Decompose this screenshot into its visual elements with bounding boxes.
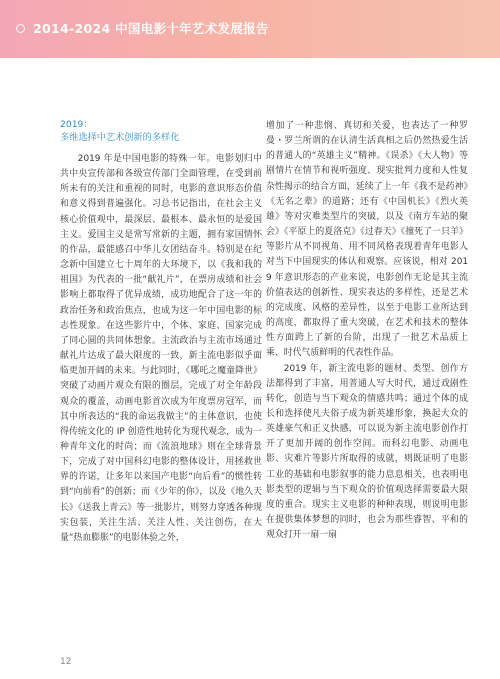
page-header	[0, 0, 500, 58]
body-paragraph: 2019 年，新主流电影的题材、类型、创作方法都得到了丰富，用普通人写大时代，通过戏剧性转化，创造与当下观众的情感共鸣；通过个体的成长和选择使凡夫俗子成为新英雄形象，换起大众的英雄豪气和正义快感，可以说为新主流电影创作打开了更加开阔的创作空间。而科幻电影、动画电影、灾难片等影片所取得的成就，则既证明了电影工业的基础和电影叙事的能力息息相关，也表明电影类型的逻辑与当下观众的价值观选择需要最大限度的重合。现实主义电影的种种表现，则说明电影在提供集体梦想的同时，也会为那些睿智、平和的观众打开一扇一扇	[266, 363, 468, 541]
right-column	[266, 119, 468, 543]
header-bar	[16, 16, 500, 40]
section-year: 2019：	[60, 119, 93, 130]
page-number: 12	[60, 657, 72, 667]
body-paragraph: 增加了一种悲悯、真切和关爱，也表达了一种罗曼・罗兰所谓的在认清生活真相之后仍然热爱生活的普通人的“英雄主义”精神。《误杀》《大人物》等剧情片在情节和视听强度、现实批判力度和人性复杂性揭示的结合方面，延续了上一年《我不是药神》《无名之辈》的道路；还有《中国机长》《烈火英雄》等对灾难类型片的突破，以及《南方车站的聚会》《平原上的夏洛克》《过春天》《撞死了一只羊》等影片从不同视角、用不同风格表现着青年电影人对当下中国现实的体认和观察。应该说，相对 2019 年意识形态的产业来说，电影创作无论是其主流价值表达的创新性、现实表达的多样性，还是艺术的完成度、风格的差异性，以至于电影工业所达到的高度，都取得了重大突破，在艺术和技术的整体性方面跨上了新的台阶，出现了一批艺术品质上乘、时代气质鲜明的代表性作品。	[266, 121, 468, 359]
section-heading	[60, 118, 262, 144]
left-column	[60, 118, 262, 546]
section-title: 多维选择中艺术创新的多样化	[60, 132, 180, 143]
body-paragraph: 2019 年是中国电影的特殊一年。电影划归中共中央宣传部和各级宣传部门全面管理，在受到前所未有的关注和重视的同时，电影的意识形态价值和意义得到普遍强化。习总书记指出，在社会主义核心价值观中，最深层、最根本、最永恒的是爱国主义。爱国主义是常写常新的主题，拥有家国情怀的作品，最能感召中华儿女团结奋斗。特别是在纪念新中国建立七十周年的大环境下，以《我和我的祖国》为代表的一批“献礼片”，在票房成绩和社会影响上都取得了优异成绩，成功地配合了这一年的政治任务和政治焦点，也成为这一年中国电影的标志性现象。在这些影片中，个体、家庭、国家完成了同心圆的共同体想象。主流政治与主流市场通过献礼片达成了最大限度的一致，新主流电影似乎面临更加开阔的未来。与此同时，《哪吒之魔童降世》突破了动画片观众有限的圈层，完成了对全年龄段观众的覆盖，动画电影首次成为年度票房冠军，而其中所表达的“我的命运我做主”的主体意识，也使得传统文化的 IP 创造性地转化为现代观念，成为一种青年文化的时尚；而《流浪地球》则在全球背景下，完成了对中国科幻电影的整体设计，用拯救世界的许诺，让多年以来国产电影“向后看”的惯性转到“向前看”的创新；而《少年的你》，以及《地久天长》《送我上青云》等一批影片，则努力穿透各种现实包装，关注生活、关注人性、关注创伤，在大量“热血膨胀”的电影体验之外，	[60, 154, 262, 543]
circle-outline-icon	[16, 24, 25, 33]
header-title: 2014-2024 中国电影十年艺术发展报告	[33, 21, 269, 36]
